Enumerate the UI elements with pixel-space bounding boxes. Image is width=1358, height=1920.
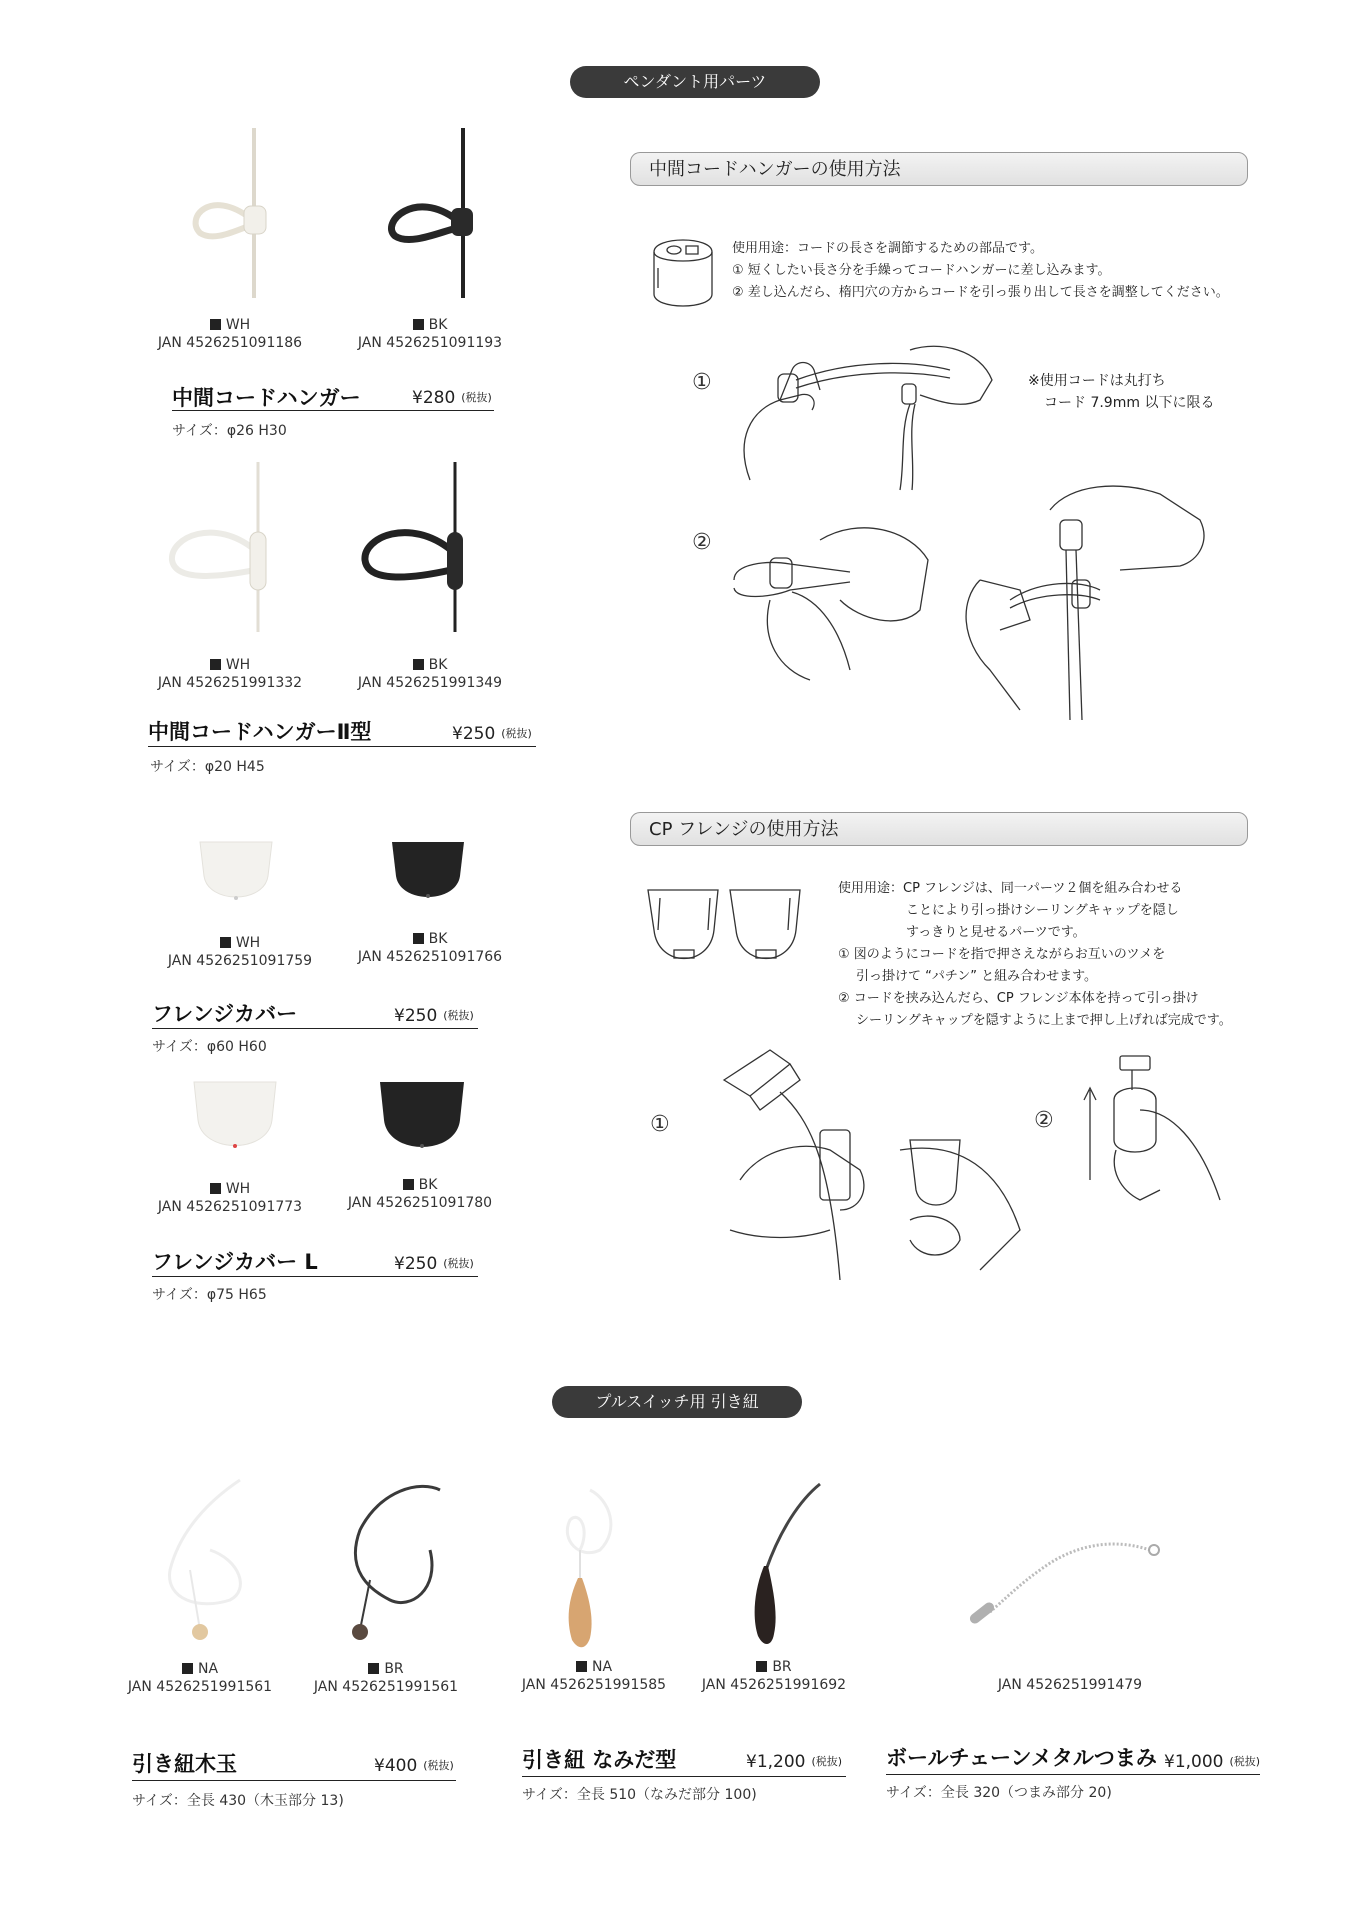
howto-hanger-line-3: ② 差し込んだら、楕円穴の方からコードを引っ張り出して長さを調整してください。 <box>732 285 1229 300</box>
howto-flange-line-4: ① 図のようにコードを指で押さえながらお互いのツメを <box>838 947 1166 962</box>
flangeL-size: サイズ：φ75 H65 <box>152 1287 267 1303</box>
howto-hanger-header: 中間コードハンガーの使用方法 <box>630 152 1248 186</box>
hanger1-underline <box>172 410 494 411</box>
hanger-step1-illustration <box>730 340 1000 490</box>
hanger2-bk-image <box>355 462 475 632</box>
wood-title: 引き紐木玉 <box>132 1752 237 1776</box>
flange-wh-image <box>196 836 276 916</box>
flange-underline <box>152 1028 478 1029</box>
wood-br-image <box>330 1470 460 1650</box>
flange-price: ¥250 (税抜) <box>394 1006 474 1026</box>
namida-underline <box>522 1776 846 1777</box>
howto-flange-line-1: 使用用途：CP フレンジは、同一パーツ２個を組み合わせる <box>838 881 1183 896</box>
flangeL-title: フレンジカバー L <box>152 1250 318 1274</box>
section-label-pull: プルスイッチ用 引き紐 <box>552 1386 802 1418</box>
hanger1-variant-bk: BK JAN 4526251091193 <box>357 317 503 351</box>
flange-step-2-number: ② <box>1034 1108 1054 1133</box>
hanger-step-2-number: ② <box>692 530 712 555</box>
flange-variant-wh: WH JAN 4526251091759 <box>167 935 313 969</box>
hanger2-variant-bk: BK JAN 4526251991349 <box>357 657 503 691</box>
wood-variant-na: NA JAN 4526251991561 <box>127 1661 273 1695</box>
hanger-step2b-illustration <box>960 480 1210 720</box>
hanger2-price: ¥250 (税抜) <box>452 724 532 744</box>
ball-title: ボールチェーンメタルつまみ <box>886 1746 1157 1770</box>
flange-step-1-number: ① <box>650 1112 670 1137</box>
howto-hanger-line-1: 使用用途：コードの長さを調節するための部品です。 <box>732 241 1043 256</box>
namida-size: サイズ：全長 510（なみだ部分 100) <box>522 1787 757 1803</box>
ball-size: サイズ：全長 320（つまみ部分 20) <box>886 1785 1112 1801</box>
cp-flange-parts-diagram <box>644 880 814 980</box>
hanger1-variant-wh: WH JAN 4526251091186 <box>157 317 303 351</box>
howto-flange-line-5: 引っ掛けて “パチン” と組み合わせます。 <box>856 969 1098 984</box>
hanger2-underline <box>148 746 536 747</box>
howto-flange-line-7: シーリングキャップを隠すように上まで押し上げれば完成です。 <box>856 1013 1232 1028</box>
hanger1-price: ¥280 (税抜) <box>412 388 492 408</box>
namida-variant-br: BR JAN 4526251991692 <box>701 1659 847 1693</box>
hanger1-size: サイズ：φ26 H30 <box>172 423 287 439</box>
wood-price: ¥400 (税抜) <box>374 1756 454 1776</box>
howto-flange-line-2: ことにより引っ掛けシーリングキャップを隠し <box>906 903 1179 918</box>
flangeL-variant-bk: BK JAN 4526251091780 <box>347 1177 493 1211</box>
flangeL-wh-image <box>190 1076 280 1166</box>
howto-flange-line-3: すっきりと見せるパーツです。 <box>906 925 1086 940</box>
namida-br-image <box>700 1470 830 1650</box>
ball-jan: JAN 4526251991479 <box>997 1677 1143 1693</box>
flangeL-bk-image <box>376 1076 468 1168</box>
flange-bk-image <box>388 836 468 916</box>
namida-variant-na: NA JAN 4526251991585 <box>521 1659 667 1693</box>
hanger1-title: 中間コードハンガー <box>172 386 361 410</box>
namida-title: 引き紐 なみだ型 <box>522 1748 677 1772</box>
section-label-pendant: ペンダント用パーツ <box>570 66 820 98</box>
ball-price: ¥1,000 (税抜) <box>1164 1752 1261 1772</box>
hanger2-variant-wh: WH JAN 4526251991332 <box>157 657 303 691</box>
hanger-wh-image <box>170 128 280 298</box>
hanger2-wh-image <box>160 462 280 632</box>
flange-variant-bk: BK JAN 4526251091766 <box>357 931 503 965</box>
namida-na-image <box>520 1470 650 1650</box>
wood-underline <box>132 1780 456 1781</box>
flange-step2-illustration <box>1080 1040 1230 1220</box>
ball-underline <box>886 1774 1260 1775</box>
hanger-step-1-number: ① <box>692 370 712 395</box>
namida-price: ¥1,200 (税抜) <box>746 1752 843 1772</box>
hanger-cord-note-2: コード 7.9mm 以下に限る <box>1044 395 1215 411</box>
hanger2-size: サイズ：φ20 H45 <box>150 759 265 775</box>
ball-chain-image <box>960 1500 1170 1640</box>
wood-size: サイズ：全長 430（木玉部分 13) <box>132 1793 344 1809</box>
flange-step1-illustration <box>720 1040 1040 1280</box>
hanger-cord-note-1: ※使用コードは丸打ち <box>1028 373 1166 389</box>
wood-variant-br: BR JAN 4526251991561 <box>313 1661 459 1695</box>
hanger2-title: 中間コードハンガーⅡ型 <box>148 720 372 744</box>
hanger-step2a-illustration <box>730 520 930 680</box>
hanger-diagram-icon <box>648 228 718 314</box>
flange-title: フレンジカバー <box>152 1002 298 1026</box>
hanger-bk-image <box>365 128 475 298</box>
howto-flange-line-6: ② コードを挟み込んだら、CP フレンジ本体を持って引っ掛け <box>838 991 1199 1006</box>
flangeL-underline <box>152 1276 478 1277</box>
flangeL-variant-wh: WH JAN 4526251091773 <box>157 1181 303 1215</box>
howto-flange-header: CP フレンジの使用方法 <box>630 812 1248 846</box>
wood-na-image <box>140 1470 270 1650</box>
howto-hanger-line-2: ① 短くしたい長さ分を手繰ってコードハンガーに差し込みます。 <box>732 263 1111 278</box>
flangeL-price: ¥250 (税抜) <box>394 1254 474 1274</box>
flange-size: サイズ：φ60 H60 <box>152 1039 267 1055</box>
